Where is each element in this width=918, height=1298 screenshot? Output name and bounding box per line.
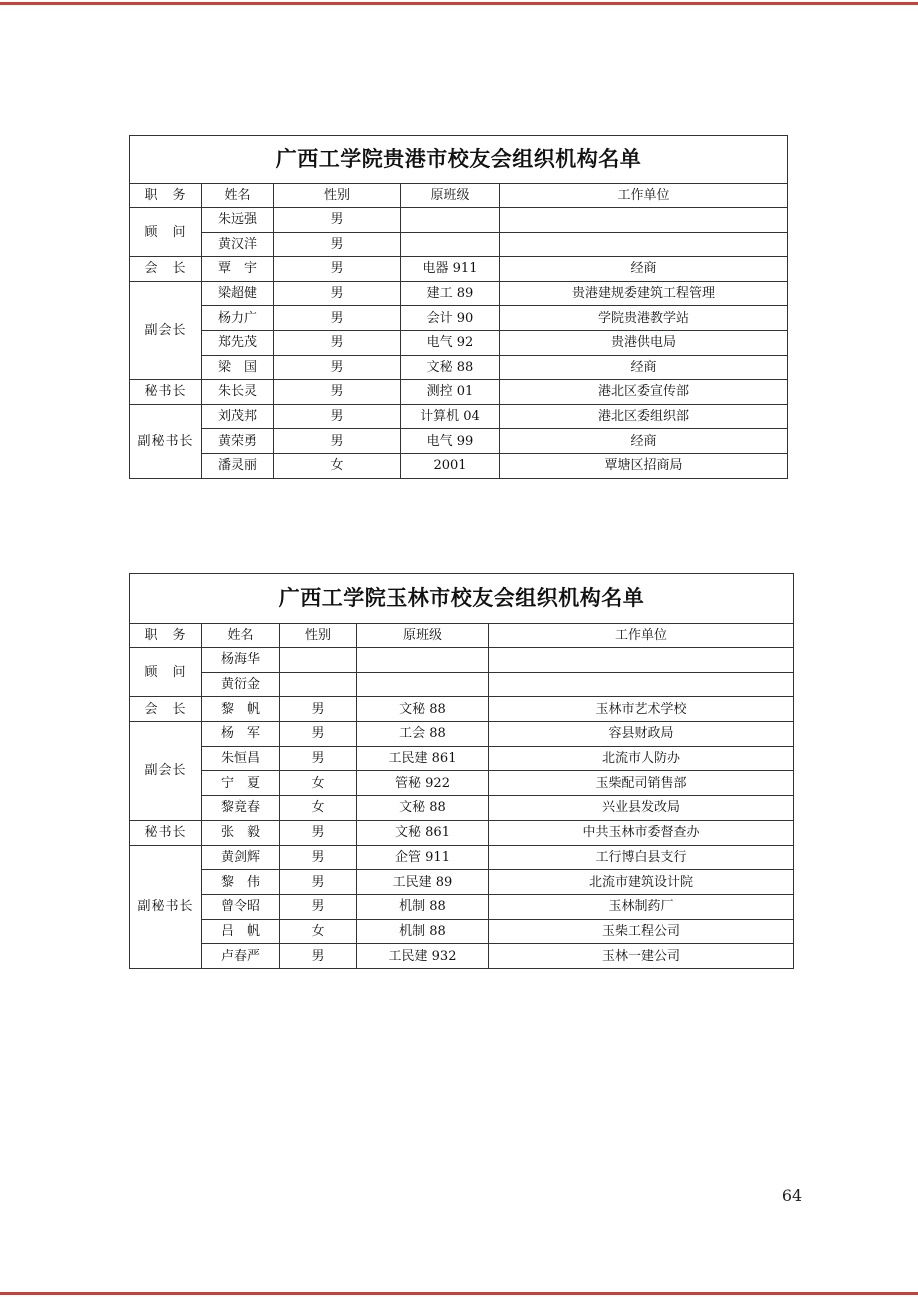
gender-cell: 男 bbox=[280, 894, 357, 919]
class-cell: 文秘 88 bbox=[357, 697, 489, 722]
page-number: 64 bbox=[781, 1186, 803, 1205]
position-cell: 秘书长 bbox=[130, 380, 202, 405]
class-cell: 工民建 861 bbox=[357, 746, 489, 771]
gender-cell: 男 bbox=[274, 208, 401, 233]
table-row bbox=[130, 281, 788, 306]
workplace-cell: 港北区委宣传部 bbox=[500, 380, 788, 405]
workplace-cell: 北流市人防办 bbox=[489, 746, 794, 771]
position-cell: 秘书长 bbox=[130, 820, 202, 845]
gender-cell: 男 bbox=[274, 281, 401, 306]
column-header: 原班级 bbox=[401, 184, 500, 208]
name-cell: 吕 帆 bbox=[202, 919, 280, 944]
gender-cell: 女 bbox=[274, 453, 401, 478]
bottom-border-rule bbox=[0, 1292, 918, 1295]
gender-cell: 女 bbox=[280, 771, 357, 796]
table-row bbox=[130, 208, 788, 233]
gender-cell: 女 bbox=[280, 796, 357, 821]
gender-cell: 男 bbox=[280, 697, 357, 722]
class-cell: 电气 99 bbox=[401, 429, 500, 454]
table-title: 广西工学院玉林市校友会组织机构名单 bbox=[130, 574, 794, 624]
position-cell: 顾 问 bbox=[130, 648, 202, 697]
workplace-cell: 贵港建规委建筑工程管理 bbox=[500, 281, 788, 306]
name-cell: 郑先茂 bbox=[202, 330, 274, 355]
top-border-rule bbox=[0, 2, 918, 5]
workplace-cell bbox=[500, 232, 788, 257]
gender-cell: 男 bbox=[280, 845, 357, 870]
guigang-alumni-roster-table bbox=[129, 135, 788, 479]
name-cell: 朱远强 bbox=[202, 208, 274, 233]
gender-cell: 男 bbox=[274, 257, 401, 282]
workplace-cell: 经商 bbox=[500, 355, 788, 380]
name-cell: 朱长灵 bbox=[202, 380, 274, 405]
workplace-cell: 玉林制药厂 bbox=[489, 894, 794, 919]
table-row bbox=[130, 648, 794, 673]
table-row bbox=[130, 697, 794, 722]
class-cell: 测控 01 bbox=[401, 380, 500, 405]
class-cell: 企管 911 bbox=[357, 845, 489, 870]
name-cell: 潘灵丽 bbox=[202, 453, 274, 478]
class-cell: 工民建 932 bbox=[357, 944, 489, 969]
column-header: 工作单位 bbox=[489, 624, 794, 648]
table-row bbox=[130, 232, 788, 257]
name-cell: 杨 军 bbox=[202, 722, 280, 747]
workplace-cell: 经商 bbox=[500, 257, 788, 282]
position-cell: 顾 问 bbox=[130, 208, 202, 257]
column-header: 职 务 bbox=[130, 184, 202, 208]
gender-cell: 男 bbox=[274, 330, 401, 355]
gender-cell: 男 bbox=[280, 944, 357, 969]
column-header: 职 务 bbox=[130, 624, 202, 648]
name-cell: 黎 伟 bbox=[202, 870, 280, 895]
workplace-cell: 北流市建筑设计院 bbox=[489, 870, 794, 895]
position-cell: 副会长 bbox=[130, 722, 202, 821]
table-row bbox=[130, 429, 788, 454]
name-cell: 覃 宇 bbox=[202, 257, 274, 282]
class-cell: 电气 92 bbox=[401, 330, 500, 355]
position-cell: 副秘书长 bbox=[130, 404, 202, 478]
class-cell: 机制 88 bbox=[357, 919, 489, 944]
class-cell: 计算机 04 bbox=[401, 404, 500, 429]
gender-cell: 男 bbox=[280, 820, 357, 845]
name-cell: 黎竟春 bbox=[202, 796, 280, 821]
workplace-cell: 学院贵港教学站 bbox=[500, 306, 788, 331]
table-row bbox=[130, 845, 794, 870]
workplace-cell: 兴业县发改局 bbox=[489, 796, 794, 821]
column-header: 姓名 bbox=[202, 184, 274, 208]
table-row bbox=[130, 380, 788, 405]
table-row bbox=[130, 944, 794, 969]
table-row bbox=[130, 355, 788, 380]
workplace-cell: 贵港供电局 bbox=[500, 330, 788, 355]
table-row bbox=[130, 404, 788, 429]
class-cell: 文秘 88 bbox=[357, 796, 489, 821]
workplace-cell bbox=[489, 672, 794, 697]
table-row bbox=[130, 672, 794, 697]
column-header: 姓名 bbox=[202, 624, 280, 648]
class-cell: 文秘 88 bbox=[401, 355, 500, 380]
column-header: 性别 bbox=[274, 184, 401, 208]
workplace-cell: 玉柴工程公司 bbox=[489, 919, 794, 944]
workplace-cell: 玉林市艺术学校 bbox=[489, 697, 794, 722]
table-row bbox=[130, 870, 794, 895]
name-cell: 黄剑辉 bbox=[202, 845, 280, 870]
column-header: 性别 bbox=[280, 624, 357, 648]
gender-cell: 男 bbox=[280, 870, 357, 895]
class-cell: 管秘 922 bbox=[357, 771, 489, 796]
workplace-cell bbox=[500, 208, 788, 233]
class-cell: 工民建 89 bbox=[357, 870, 489, 895]
table-row bbox=[130, 330, 788, 355]
class-cell: 文秘 861 bbox=[357, 820, 489, 845]
class-cell: 机制 88 bbox=[357, 894, 489, 919]
name-cell: 梁 国 bbox=[202, 355, 274, 380]
column-header: 工作单位 bbox=[500, 184, 788, 208]
name-cell: 朱恒昌 bbox=[202, 746, 280, 771]
name-cell: 曾令昭 bbox=[202, 894, 280, 919]
class-cell: 电器 911 bbox=[401, 257, 500, 282]
gender-cell: 男 bbox=[274, 404, 401, 429]
workplace-cell: 工行博白县支行 bbox=[489, 845, 794, 870]
yulin-alumni-roster-table bbox=[129, 573, 794, 969]
name-cell: 杨海华 bbox=[202, 648, 280, 673]
table-row bbox=[130, 820, 794, 845]
position-cell: 会 长 bbox=[130, 697, 202, 722]
workplace-cell: 玉柴配司销售部 bbox=[489, 771, 794, 796]
table-row bbox=[130, 746, 794, 771]
class-cell: 会计 90 bbox=[401, 306, 500, 331]
position-cell: 会 长 bbox=[130, 257, 202, 282]
workplace-cell: 经商 bbox=[500, 429, 788, 454]
name-cell: 黄荣勇 bbox=[202, 429, 274, 454]
gender-cell bbox=[280, 648, 357, 673]
table-row bbox=[130, 894, 794, 919]
position-cell: 副秘书长 bbox=[130, 845, 202, 968]
gender-cell: 男 bbox=[280, 722, 357, 747]
gender-cell: 女 bbox=[280, 919, 357, 944]
name-cell: 杨力广 bbox=[202, 306, 274, 331]
table-row bbox=[130, 722, 794, 747]
table-row bbox=[130, 453, 788, 478]
class-cell bbox=[357, 672, 489, 697]
name-cell: 刘茂邦 bbox=[202, 404, 274, 429]
workplace-cell: 玉林一建公司 bbox=[489, 944, 794, 969]
name-cell: 宁 夏 bbox=[202, 771, 280, 796]
position-cell: 副会长 bbox=[130, 281, 202, 379]
column-header: 原班级 bbox=[357, 624, 489, 648]
name-cell: 张 毅 bbox=[202, 820, 280, 845]
table-row bbox=[130, 306, 788, 331]
gender-cell: 男 bbox=[274, 380, 401, 405]
gender-cell bbox=[280, 672, 357, 697]
table-row bbox=[130, 796, 794, 821]
name-cell: 梁超健 bbox=[202, 281, 274, 306]
workplace-cell bbox=[489, 648, 794, 673]
gender-cell: 男 bbox=[274, 306, 401, 331]
class-cell: 建工 89 bbox=[401, 281, 500, 306]
table-row bbox=[130, 771, 794, 796]
workplace-cell: 覃塘区招商局 bbox=[500, 453, 788, 478]
name-cell: 黄汉洋 bbox=[202, 232, 274, 257]
name-cell: 黄衍金 bbox=[202, 672, 280, 697]
class-cell bbox=[401, 232, 500, 257]
gender-cell: 男 bbox=[280, 746, 357, 771]
class-cell: 2001 bbox=[401, 453, 500, 478]
table-row bbox=[130, 919, 794, 944]
workplace-cell: 港北区委组织部 bbox=[500, 404, 788, 429]
table-row bbox=[130, 257, 788, 282]
name-cell: 卢春严 bbox=[202, 944, 280, 969]
gender-cell: 男 bbox=[274, 232, 401, 257]
class-cell bbox=[357, 648, 489, 673]
name-cell: 黎 帆 bbox=[202, 697, 280, 722]
class-cell bbox=[401, 208, 500, 233]
gender-cell: 男 bbox=[274, 355, 401, 380]
gender-cell: 男 bbox=[274, 429, 401, 454]
table-title: 广西工学院贵港市校友会组织机构名单 bbox=[130, 136, 788, 184]
workplace-cell: 容县财政局 bbox=[489, 722, 794, 747]
class-cell: 工会 88 bbox=[357, 722, 489, 747]
workplace-cell: 中共玉林市委督查办 bbox=[489, 820, 794, 845]
